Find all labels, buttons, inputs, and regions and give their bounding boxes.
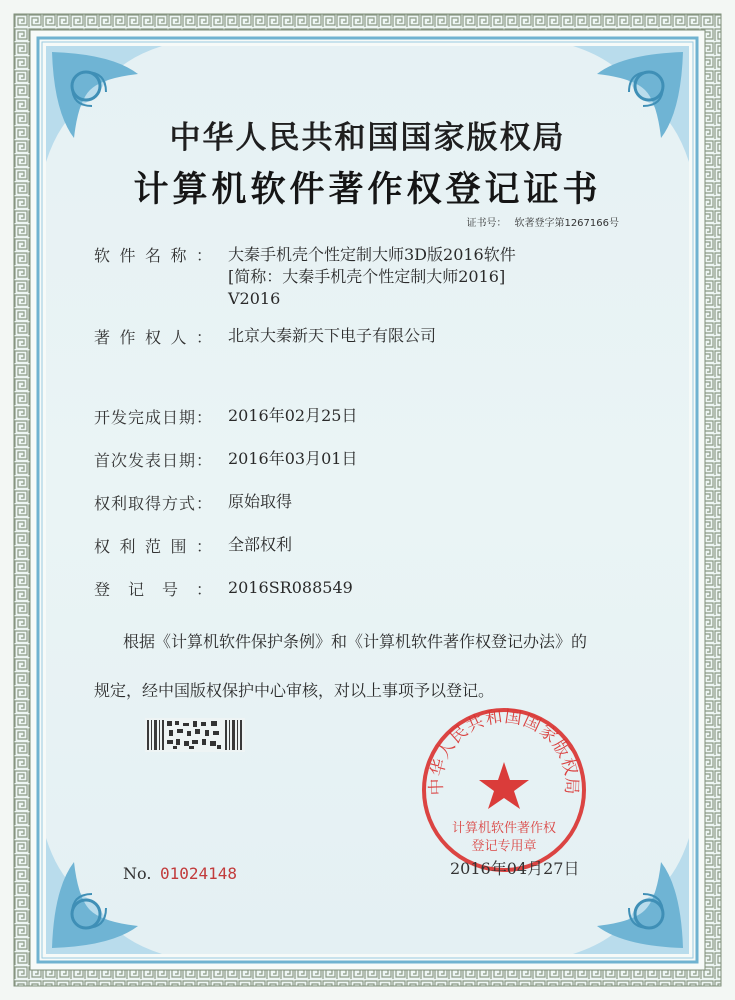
seal-ring-text: 中华人民共和国国家版权局	[426, 706, 582, 796]
seal-inner-line-2: 登记专用章	[471, 839, 537, 854]
field-label-rights-scope: 权利范围：	[94, 537, 212, 556]
field-value-registration-number: 2016SR088549	[228, 578, 353, 597]
software-version-line: V2016	[228, 289, 281, 308]
field-label-software-name: 软件名称：	[94, 246, 212, 265]
issuing-authority: 中华人民共和国国家版权局	[169, 120, 566, 156]
certificate-number-value: 软著登字第1267166号	[514, 218, 619, 229]
field-value-dev-completion-date: 2016年02月25日	[228, 406, 358, 425]
barcode-icon	[145, 718, 245, 752]
field-label-dev-completion-date: 开发完成日期：	[94, 408, 212, 427]
certificate-number-label: 证书号：	[466, 218, 507, 229]
field-value-first-publish-date: 2016年03月01日	[228, 449, 358, 468]
field-label-first-publish-date: 首次发表日期：	[94, 451, 212, 470]
field-value-copyright-owner: 北京大秦新天下电子有限公司	[228, 326, 437, 345]
field-label-copyright-owner: 著作权人：	[94, 328, 212, 347]
official-seal-icon	[414, 700, 594, 880]
field-label-acquisition-method: 权利取得方式：	[94, 494, 212, 513]
field-label-registration-number: 登记号：	[94, 580, 212, 599]
software-short-name-line: [简称：大秦手机壳个性定制大师2016]	[228, 267, 506, 286]
serial-number-value: 01024148	[160, 864, 238, 883]
field-value-rights-scope: 全部权利	[228, 535, 293, 554]
field-value-software-name	[228, 244, 516, 310]
certificate-number	[466, 214, 619, 229]
seal-inner-line-1: 计算机软件著作权	[451, 821, 557, 836]
field-value-acquisition-method: 原始取得	[228, 492, 293, 511]
issue-date: 2016年04月27日	[450, 859, 580, 878]
software-name-line: 大秦手机壳个性定制大师3D版2016软件	[228, 245, 516, 264]
corner-ornament-bottom-left-icon	[42, 828, 172, 958]
certificate-title: 计算机软件著作权登记证书	[133, 170, 602, 210]
statement-line-2: 规定，经中国版权保护中心审核，对以上事项予以登记。	[94, 681, 495, 700]
statement-line-1: 根据《计算机软件保护条例》和《计算机软件著作权登记办法》的	[123, 632, 588, 651]
serial-number-label: No.	[123, 864, 152, 883]
